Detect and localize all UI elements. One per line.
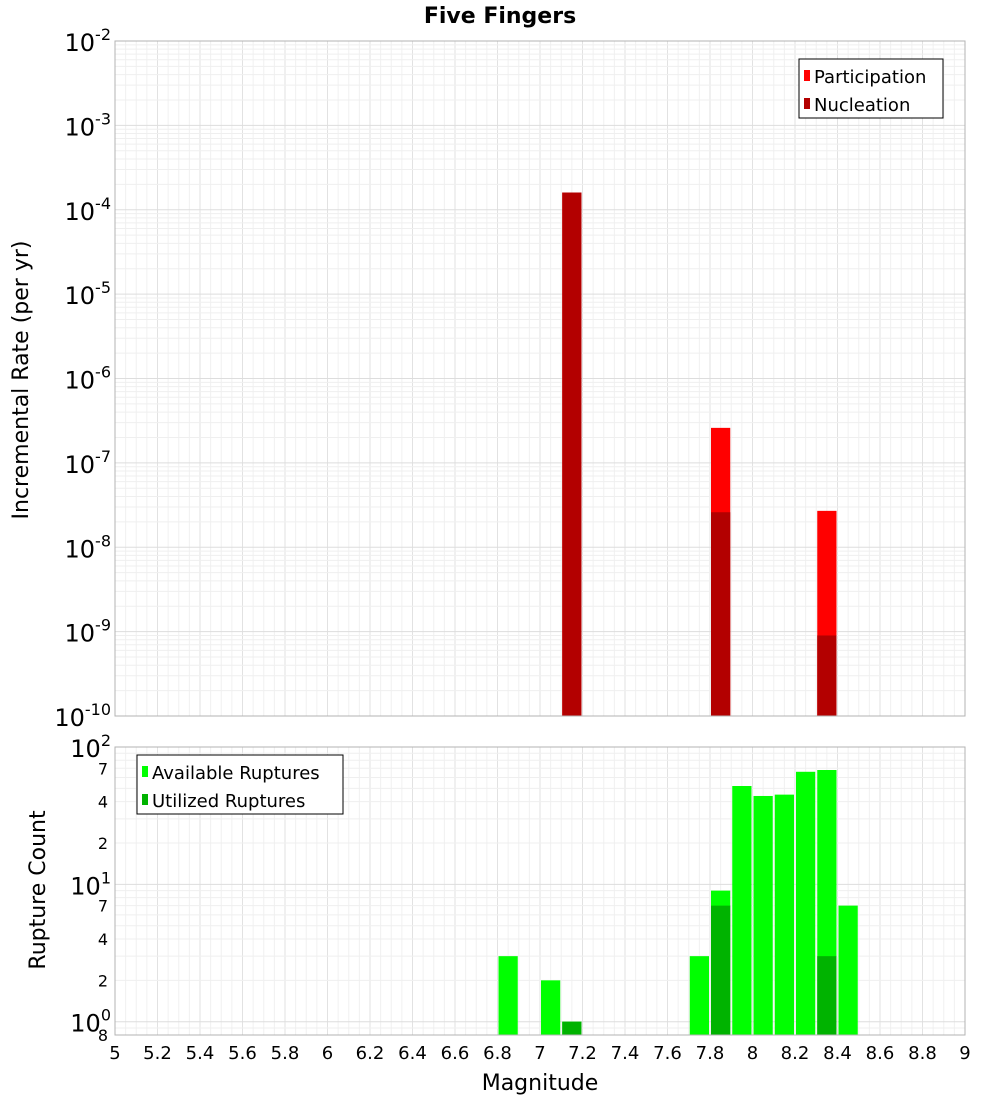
count-y-tick-label: 100 — [70, 1005, 111, 1038]
rate-y-tick-label: 10-9 — [64, 615, 111, 648]
x-tick-label: 8.8 — [908, 1043, 937, 1064]
rupture-count-plot — [70, 731, 970, 1064]
rate-y-tick-label: 10-3 — [64, 109, 111, 142]
x-tick-label: 8.6 — [865, 1043, 895, 1064]
rate-y-tick-label: 10-10 — [54, 700, 111, 732]
bottom-y-axis-label: Rupture Count — [26, 810, 51, 970]
rate-y-tick-label: 10-4 — [64, 193, 111, 226]
rate-legend-label: Nucleation — [814, 95, 911, 116]
count-bar-primary — [499, 956, 518, 1035]
count-bar-primary — [839, 906, 858, 1035]
count-legend-swatch — [142, 794, 148, 805]
rate-bar-secondary — [562, 193, 581, 716]
rate-plot — [54, 25, 965, 732]
rate-y-tick-label: 10-6 — [64, 362, 111, 395]
count-bar-primary — [732, 786, 751, 1035]
x-tick-label: 9 — [959, 1043, 971, 1064]
count-bar-primary — [754, 796, 773, 1035]
count-bar-primary — [690, 956, 709, 1035]
rate-bar-secondary — [711, 512, 730, 716]
top-y-axis-label: Incremental Rate (per yr) — [9, 240, 34, 520]
count-y-minor-tick-label: 4 — [97, 930, 108, 949]
count-bar-secondary — [817, 956, 836, 1035]
rate-legend-swatch — [804, 98, 810, 109]
count-bar-primary — [541, 980, 560, 1035]
rate-bar-secondary — [817, 635, 836, 716]
count-legend-label: Available Ruptures — [152, 763, 320, 784]
rate-y-tick-label: 10-8 — [64, 531, 111, 564]
count-bar-primary — [775, 795, 794, 1035]
count-y-minor-tick-label: 7 — [97, 759, 108, 779]
x-tick-label: 5.6 — [228, 1043, 257, 1064]
count-y-minor-tick-label: 2 — [97, 834, 108, 853]
x-tick-label: 7 — [534, 1043, 546, 1064]
count-legend-swatch — [142, 766, 148, 777]
count-y-minor-tick-label: 8 — [97, 1026, 108, 1045]
x-tick-label: 7.4 — [610, 1043, 640, 1064]
x-axis-label: Magnitude — [481, 1071, 599, 1096]
x-tick-label: 7.8 — [695, 1043, 725, 1064]
x-tick-label: 6.8 — [483, 1043, 512, 1064]
count-bar-secondary — [562, 1022, 581, 1035]
x-tick-label: 8 — [746, 1043, 759, 1064]
rate-y-tick-label: 10-5 — [64, 278, 111, 311]
x-tick-label: 8.2 — [780, 1043, 810, 1064]
x-tick-label: 6.6 — [440, 1043, 470, 1064]
x-tick-label: 6 — [321, 1043, 334, 1064]
count-y-tick-label: 101 — [70, 868, 111, 901]
count-y-tick-label: 102 — [70, 731, 111, 763]
rate-legend-label: Participation — [814, 67, 927, 88]
rate-y-tick-label: 10-2 — [64, 25, 111, 57]
count-bar-secondary — [711, 906, 730, 1035]
x-tick-label: 8.4 — [823, 1043, 852, 1064]
x-tick-label: 5.4 — [185, 1043, 215, 1064]
rate-y-tick-label: 10-7 — [64, 446, 111, 479]
x-tick-label: 5.8 — [270, 1043, 300, 1064]
rate-legend-swatch — [804, 70, 810, 81]
x-tick-label: 7.2 — [568, 1043, 597, 1064]
x-tick-label: 6.2 — [355, 1043, 385, 1064]
x-tick-label: 5 — [109, 1043, 121, 1064]
x-tick-label: 5.2 — [143, 1043, 172, 1064]
x-tick-label: 7.6 — [653, 1043, 682, 1064]
count-bar-primary — [796, 772, 815, 1035]
count-y-minor-tick-label: 2 — [97, 971, 108, 991]
chart-title: Five Fingers — [423, 4, 577, 29]
count-legend-label: Utilized Ruptures — [152, 791, 306, 812]
count-y-minor-tick-label: 4 — [97, 792, 108, 812]
count-y-minor-tick-label: 7 — [97, 896, 108, 916]
x-tick-label: 6.4 — [398, 1043, 427, 1064]
